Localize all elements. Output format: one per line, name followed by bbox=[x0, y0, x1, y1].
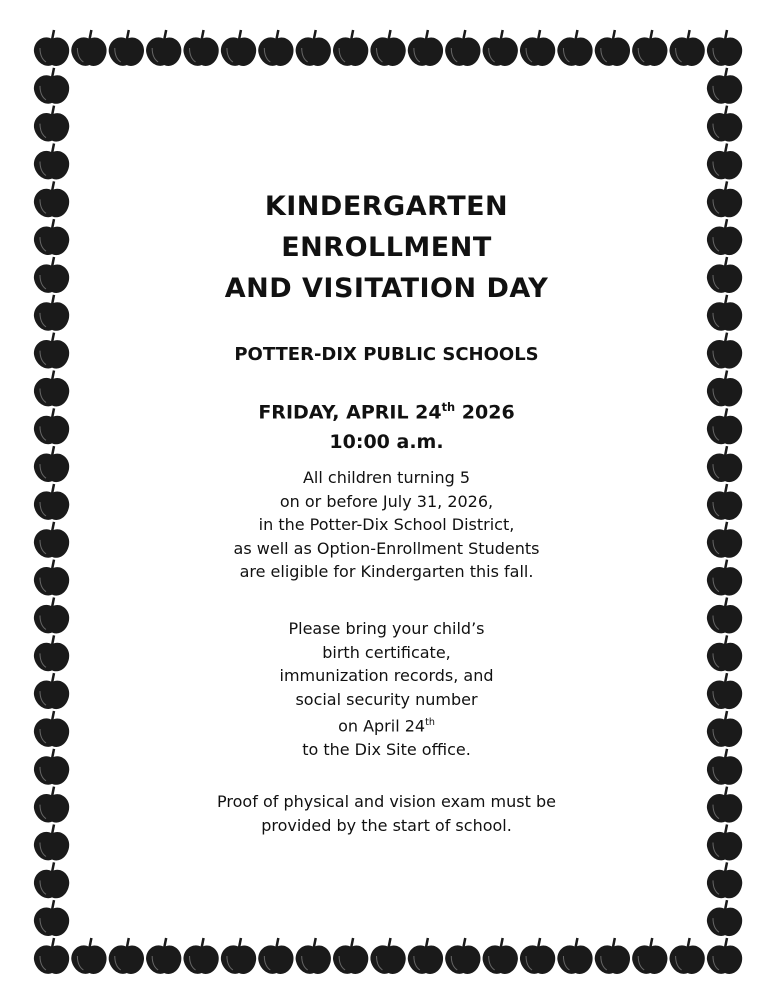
event-time: 10:00 a.m. bbox=[329, 431, 444, 454]
apple-icon bbox=[520, 938, 555, 974]
apple-icon bbox=[258, 30, 293, 66]
apple-icon bbox=[707, 938, 742, 974]
text-line bbox=[0, 711, 773, 738]
documents-paragraph bbox=[0, 617, 773, 761]
apple-icon bbox=[221, 938, 256, 974]
apple-icon bbox=[445, 938, 480, 974]
apple-icon bbox=[557, 938, 592, 974]
text-line: Please bring your child’s bbox=[288, 619, 485, 638]
apple-icon bbox=[34, 68, 69, 104]
apple-icon bbox=[707, 106, 742, 142]
apple-icon bbox=[595, 30, 630, 66]
on-date: on April 24 bbox=[338, 716, 426, 736]
apple-icon bbox=[707, 30, 742, 66]
apple-icon bbox=[34, 938, 69, 974]
flyer-title bbox=[0, 186, 773, 309]
date-year: 2026 bbox=[455, 401, 515, 424]
apple-icon bbox=[370, 30, 405, 66]
apple-icon bbox=[296, 938, 331, 974]
apple-icon bbox=[183, 938, 218, 974]
apple-icon bbox=[632, 938, 667, 974]
apple-icon bbox=[445, 30, 480, 66]
event-datetime bbox=[0, 392, 773, 457]
event-date bbox=[0, 392, 773, 427]
apple-icon bbox=[258, 938, 293, 974]
apple-icon bbox=[333, 938, 368, 974]
title-line: AND VISITATION DAY bbox=[224, 273, 549, 304]
apple-icon bbox=[333, 30, 368, 66]
text-line: to the Dix Site office. bbox=[302, 739, 471, 759]
apple-icon bbox=[670, 30, 705, 66]
school-name: POTTER-DIX PUBLIC SCHOOLS bbox=[234, 344, 539, 365]
apple-icon bbox=[408, 30, 443, 66]
apple-icon bbox=[707, 144, 742, 180]
apple-icon bbox=[109, 30, 144, 66]
apple-icon bbox=[483, 30, 518, 66]
apple-icon bbox=[483, 938, 518, 974]
text-line: social security number bbox=[295, 689, 478, 709]
apple-icon bbox=[34, 106, 69, 142]
text-line: are eligible for Kindergarten this fall. bbox=[239, 562, 534, 581]
text-line: in the Potter-Dix School District, bbox=[258, 515, 515, 534]
apple-icon bbox=[34, 30, 69, 66]
apple-icon bbox=[707, 900, 742, 936]
apple-icon bbox=[34, 144, 69, 180]
apple-icon bbox=[109, 938, 144, 974]
apple-icon bbox=[71, 30, 106, 66]
apple-icon bbox=[707, 862, 742, 898]
title-line: ENROLLMENT bbox=[281, 232, 492, 263]
text-line: on or before July 31, 2026, bbox=[279, 491, 494, 511]
apple-icon bbox=[146, 30, 181, 66]
apple-icon bbox=[34, 900, 69, 936]
title-line: KINDERGARTEN bbox=[264, 191, 509, 222]
apple-icon bbox=[34, 862, 69, 898]
text-line: immunization records, and bbox=[279, 666, 494, 685]
on-date-suffix: th bbox=[425, 717, 435, 728]
date-suffix: th bbox=[441, 400, 456, 414]
apple-icon bbox=[408, 938, 443, 974]
apple-icon bbox=[707, 68, 742, 104]
apple-icon bbox=[221, 30, 256, 66]
apple-icon bbox=[370, 938, 405, 974]
apple-icon bbox=[632, 30, 667, 66]
eligibility-paragraph bbox=[0, 466, 773, 584]
apple-icon bbox=[183, 30, 218, 66]
proof-paragraph bbox=[0, 790, 773, 837]
date-text: FRIDAY, APRIL 24 bbox=[258, 401, 442, 424]
apple-icon bbox=[557, 30, 592, 66]
text-line: All children turning 5 bbox=[302, 468, 471, 487]
text-line: birth certificate, bbox=[322, 642, 451, 662]
apple-icon bbox=[71, 938, 106, 974]
apple-icon bbox=[296, 30, 331, 66]
apple-icon bbox=[595, 938, 630, 974]
text-line: Proof of physical and vision exam must be bbox=[217, 792, 556, 811]
text-line: provided by the start of school. bbox=[261, 815, 512, 835]
text-line: as well as Option-Enrollment Students bbox=[233, 538, 540, 558]
apple-icon bbox=[520, 30, 555, 66]
apple-icon bbox=[146, 938, 181, 974]
apple-icon bbox=[670, 938, 705, 974]
